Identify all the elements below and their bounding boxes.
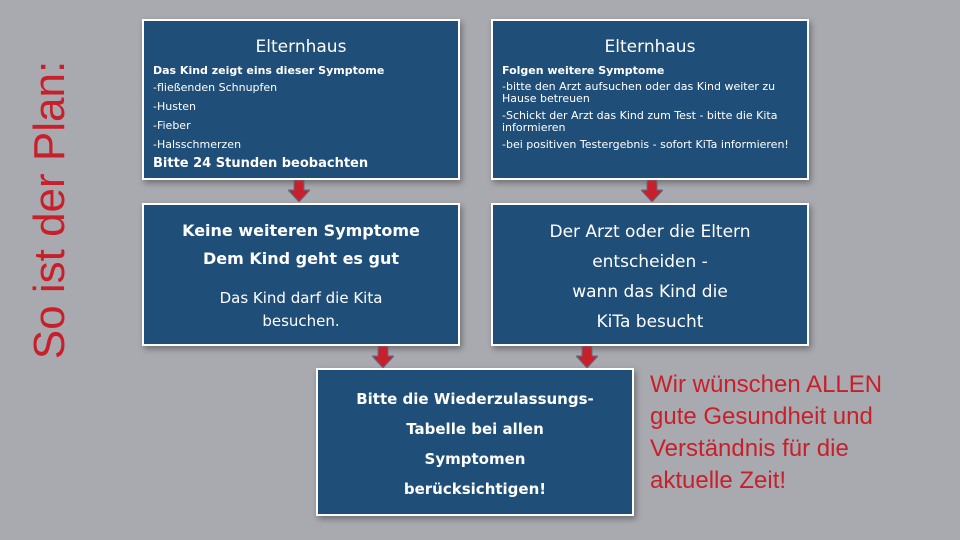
box1-item: -fließenden Schnupfen <box>153 81 278 94</box>
box-doctor-decides <box>491 203 809 346</box>
closing-message <box>650 369 950 497</box>
box5-line2: Tabelle bei allen <box>406 420 544 438</box>
box3-line3: Das Kind darf die Kita <box>219 289 383 307</box>
box2-title: Elternhaus <box>604 37 696 57</box>
arrow-down-icon <box>641 180 663 202</box>
box1-heading: Das Kind zeigt eins dieser Symptome <box>153 64 385 77</box>
box2-item: -bei positiven Testergebnis - sofort KiTa informieren! <box>502 138 789 151</box>
arrow-down-icon <box>288 180 310 202</box>
box4-line3: wann das Kind die <box>572 282 728 302</box>
closing-line2: gute Gesundheit und <box>650 403 873 430</box>
arrow-down-icon <box>576 346 598 368</box>
box-elternhaus-symptoms <box>142 19 460 180</box>
box5-line3: Symptomen <box>424 450 526 468</box>
arrow-down-icon <box>372 346 394 368</box>
box-no-further-symptoms <box>142 203 460 346</box>
closing-line1: Wir wünschen ALLEN <box>650 371 883 398</box>
box1-item: -Fieber <box>153 119 191 132</box>
box4-line2: entscheiden - <box>592 252 708 272</box>
box2-item: -Schickt der Arzt das Kind zum Test - bitte die Kita informieren <box>502 109 778 134</box>
box3-line4: besuchen. <box>262 312 340 330</box>
box2-item: -bitte den Arzt aufsuchen oder das Kind weiter zu Hause betreuen <box>502 80 776 105</box>
box4-line4: KiTa besucht <box>596 312 704 332</box>
box-readmission-table <box>316 368 634 516</box>
box1-item: -Halsschmerzen <box>153 138 242 151</box>
box3-line2: Dem Kind geht es gut <box>202 249 400 268</box>
box5-line1: Bitte die Wiederzulassungs- <box>356 390 594 408</box>
box-elternhaus-followup <box>491 19 809 180</box>
side-title: So ist der Plan: <box>25 60 74 360</box>
box5-line4: berücksichtigen! <box>403 480 547 498</box>
box2-heading: Folgen weitere Symptome <box>502 64 665 77</box>
box3-line1: Keine weiteren Symptome <box>182 221 420 240</box>
box1-item: -Husten <box>153 100 196 113</box>
box1-footer: Bitte 24 Stunden beobachten <box>153 156 369 171</box>
closing-line4: aktuelle Zeit! <box>650 467 787 494</box>
box4-line1: Der Arzt oder die Eltern <box>549 222 751 242</box>
box1-title: Elternhaus <box>255 37 347 57</box>
closing-line3: Verständnis für die <box>650 435 849 462</box>
